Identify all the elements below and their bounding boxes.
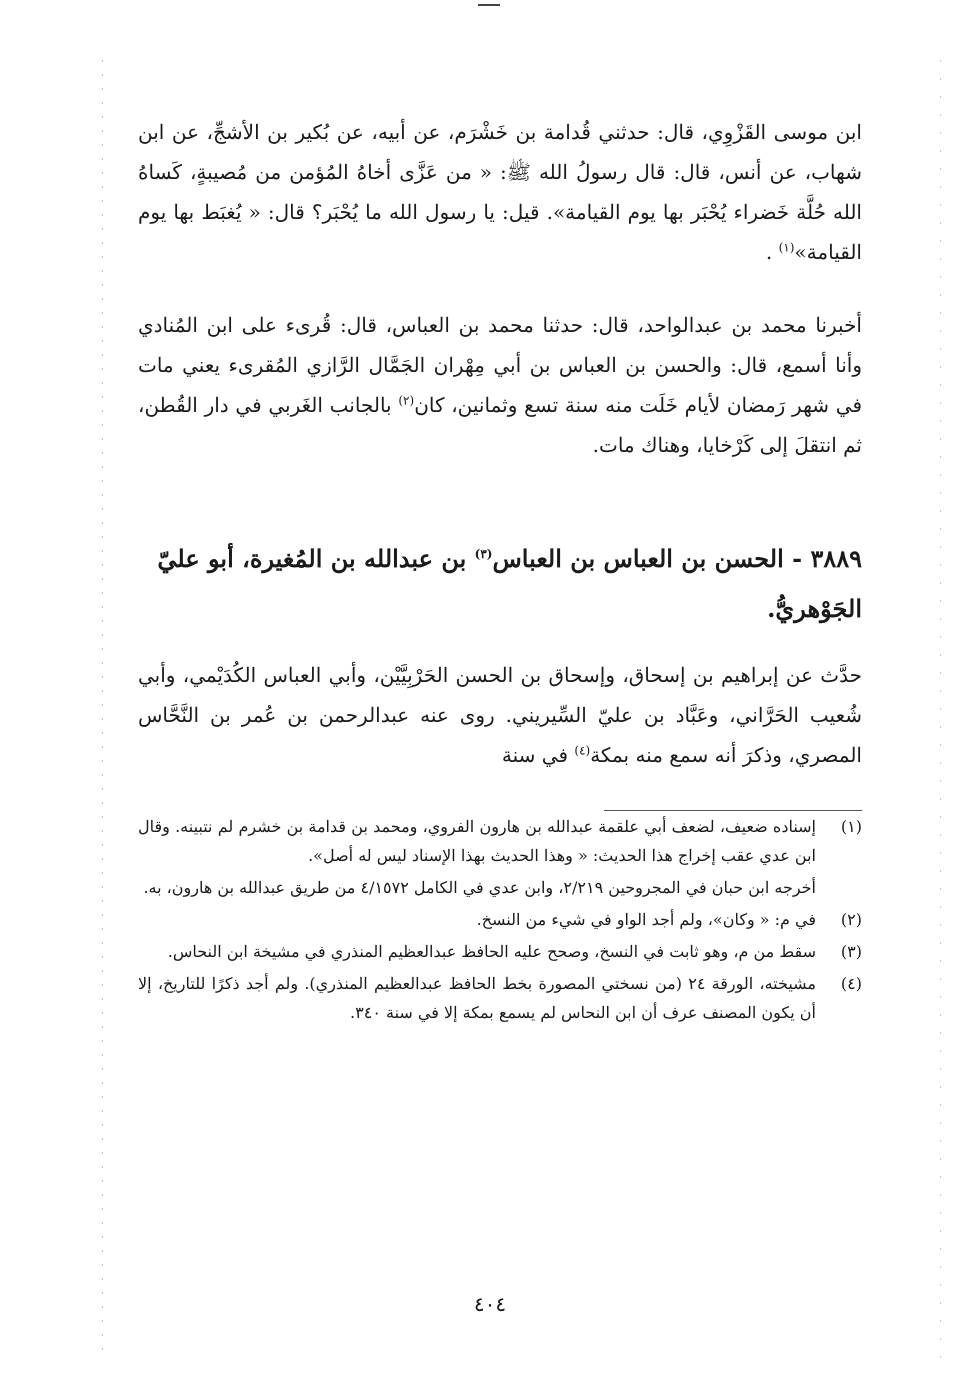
paragraph-text: أخبرنا محمد بن عبدالواحد، قال: حدثنا محمد بن العباس، قال: قُرىء على ابن المُنادي وأنا أسمع، قال: والحسن بن العباس بن أبي مِهْران الجَمَّال الرَّازي المُقرىء يعني مات في شهر رَمضان لأيام خَلَت منه سنة تسع وثمانين، كان: [138, 313, 863, 417]
footnote-3: [138, 937, 862, 966]
paragraph-death-report: [138, 305, 862, 465]
paragraph-biography: [138, 655, 862, 775]
footnote-text: مشيخته، الورقة ٢٤ (من نسختي المصورة بخط الحافظ عبدالعظيم المنذري). ولم أجد ذكرًا للتاريخ، إلا أن يكون المصنف عرف أن ابن النحاس لم يسمع بمكة إلا في سنة ٣٤٠.: [138, 974, 817, 1022]
footnote-number: (٢): [840, 910, 862, 929]
footnotes: [138, 812, 862, 1030]
scan-dotted-line-right: [940, 60, 941, 1360]
paragraph-text: حدَّث عن إبراهيم بن إسحاق، وإسحاق بن الحسن الحَرْبِيَّيْن، وأبي العباس الكُدَيْمي، وأبي شُعيب الحَرَّاني، وعَبَّاد بن عليّ السِّيريني. روى عنه عبدالرحمن بن عُمر بن النَّحَّاس المصري، وذكرَ أنه سمع منه بمكة: [138, 663, 862, 767]
footnote-number: (١): [840, 817, 862, 836]
paragraph-end: .: [765, 240, 779, 264]
footnote-1: [138, 812, 862, 870]
footnote-1-continuation: أخرجه ابن حبان في المجروحين ٢/٢١٩، وابن عدي في الكامل ٤/١٥٧٢ من طريق عبدالله بن هارون، به.: [143, 878, 816, 897]
paragraph-text-cont: في سنة: [501, 743, 575, 767]
entry-heading: [138, 534, 862, 634]
heading-text-cont: بن عبدالله بن المُغيرة، أبو عليّ الجَوْهريُّ.: [157, 544, 862, 623]
footnote-2: [138, 905, 862, 934]
footnote-number: (٤): [840, 974, 862, 993]
footnote-ref[interactable]: (٣): [474, 547, 493, 561]
footnote-ref[interactable]: (١): [778, 240, 795, 255]
footnote-ref[interactable]: (٤): [574, 743, 591, 758]
footnote-text: إسناده ضعيف، لضعف أبي علقمة عبدالله بن هارون الفروي، ومحمد بن قدامة بن خشرم لم نتبينه. وقال ابن عدي عقب إخراج هذا الحديث: « وهذا الحديث بهذا الإسناد ليس له أصل».: [138, 817, 816, 865]
footnote-4: [138, 969, 862, 1027]
top-scan-mark: [478, 4, 500, 6]
footnote-text: سقط من م، وهو ثابت في النسخ، وصحح عليه الحافظ عبدالعظيم المنذري في مشيخة ابن النحاس.: [167, 942, 816, 961]
scan-dotted-line-left: [102, 60, 103, 1360]
paragraph-text-cont: بالجانب الغَربي في دار القُطن، ثم انتقلَ إلى كَرْخايا، وهناك مات.: [138, 393, 862, 457]
paragraph-text: ابن موسى القَزْوِي، قال: حدثني قُدامة بن خَشْرَم، عن أبيه، عن بُكير بن الأشجِّ، عن ابن شهاب، عن أنس، قال: قال رسولُ الله ﷺ: « من عَزَّى أخاهُ المُؤمن من مُصيبةٍ، كَساهُ الله حُلَّة خَضراء يُحْبَر بها يوم القيامة». قيل: يا رسول الله ما يُحْبَر؟ قال: « يُغبَط بها يوم القيامة»: [138, 120, 862, 264]
heading-text: ٣٨٨٩ - الحسن بن العباس بن العباس: [492, 544, 862, 573]
page-number: ٤٠٤: [473, 1292, 507, 1316]
footnote-separator: [604, 810, 862, 811]
footnote-text: في م: « وكان»، ولم أجد الواو في شيء من النسخ.: [476, 910, 816, 929]
footnote-ref[interactable]: (٢): [398, 393, 415, 408]
footnote-number: (٣): [840, 942, 862, 961]
paragraph-hadith: [138, 112, 862, 272]
